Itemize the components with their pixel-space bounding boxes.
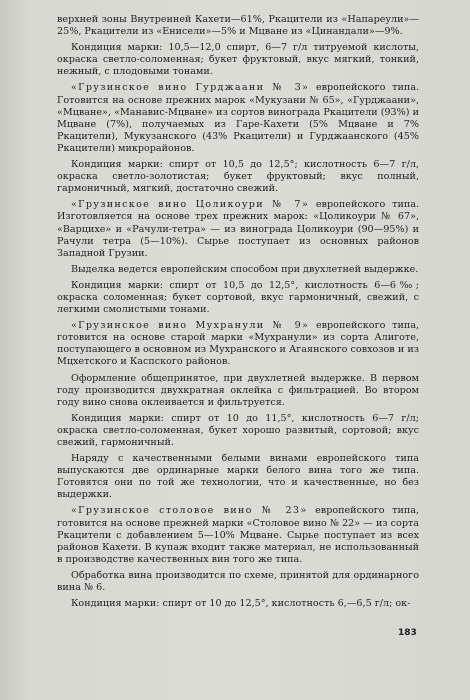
paragraph-2: Кондиция марки: 10,5—12,0 спирт, 6—7 г/л титруемой кислоты, окраска светло-соломенная; букет фруктовый, вкус мягкий, тонкий, нежный, с плодовыми тонами. (57, 42, 419, 78)
paragraph-9: Оформление общепринятое, при двухлетней выдержке. В первом году производится двухкратная оклейка с фильтрацией. Во втором году вино снова оклеивается и фильтруется. (57, 372, 419, 408)
paragraph-6: Выделка ведется европейским способом при двухлетней выдержке. (71, 263, 419, 275)
page-number: 183 (398, 628, 417, 638)
paragraph-14: Кондиция марки: спирт от 10 до 12,5°, кислотность 6,—6,5 г/л; ок- (71, 598, 411, 610)
paragraph-12: «Грузинское столовое вино № 23» европейского типа, готовится на основе прежней марки «Столовое вино № 22» — из сорта Ркацители с добавлением 5—10% Мцване. Сырье поступает из всех районов Кахети. В купаж входит также материал, не использованный в производстве качественных вин того же типа. (57, 505, 420, 565)
paragraph-10: Кондиция марки: спирт от 10 до 11,5°, кислотность 6—7 г/л; окраска светло-соломенная, букет хорошо развитый, сортовой; вкус свежий, гармоничный. (57, 412, 419, 448)
paragraph-4: Кондиция марки: спирт от 10,5 до 12,5°; кислотность 6—7 г/л, окраска светло-золотистая; букет фруктовый; вкус полный, гармоничный, мягкий, достаточно свежий. (57, 159, 419, 195)
paragraph-8: «Грузинское вино Мухранули № 9» европейского типа, готовится на основе старой марки «Мухранули» из сорта Алиготе, поступающего в основном из Мухранского и Агаянского совхозов и из Мцхетского и Каспского районов. (57, 320, 420, 368)
paragraph-11: Наряду с качественными белыми винами европейского типа выпускаются две ординарные марки белого вина того же типа. Готовятся они по той же технологии, что и качественные, но без выдержки. (57, 453, 419, 501)
page-text (57, 14, 419, 614)
paragraph-1: верхней зоны Внутренней Кахети—61%, Ркацители из «Напареули»—25%, Ркацители из «Енисели»—5% и Мцване из «Цинандали»—9%. (57, 14, 419, 38)
paragraph-7: Кондиция марки: спирт от 10,5 до 12,5°, кислотность 6—6‰; окраска соломенная; букет сортовой, вкус гармоничный, свежий, с легкими смолистыми тонами. (57, 279, 419, 316)
paragraph-3: «Грузинское вино Гурджаани № 3» европейского типа. Готовится на основе прежних марок «Мукузани № 65», «Гурджаани», «Мцване», «Манавис-Мцване» из сортов винограда Ркацители (93%) и Мцване (7%), получаемых из Гаре-Кахети (5% Мцване и 7% Ркацители), Мукузанского (43% Ркацители) и Гурджаанского (45% Ркацители) микрорайонов. (57, 82, 420, 154)
paragraph-5: «Грузинское вино Цоликоури № 7» европейского типа. Изготовляется на основе трех прежних марок: «Цоликоури № 67», «Варцихе» и «Рачули-тетра» — из винограда Цоликоури (90—95%) и Рачули тетра (5—10%). Сырье поступает из основных районов Западной Грузии. (57, 199, 420, 259)
paragraph-13: Обработка вина производится по схеме, принятой для ординарного вина № 6. (57, 569, 419, 594)
